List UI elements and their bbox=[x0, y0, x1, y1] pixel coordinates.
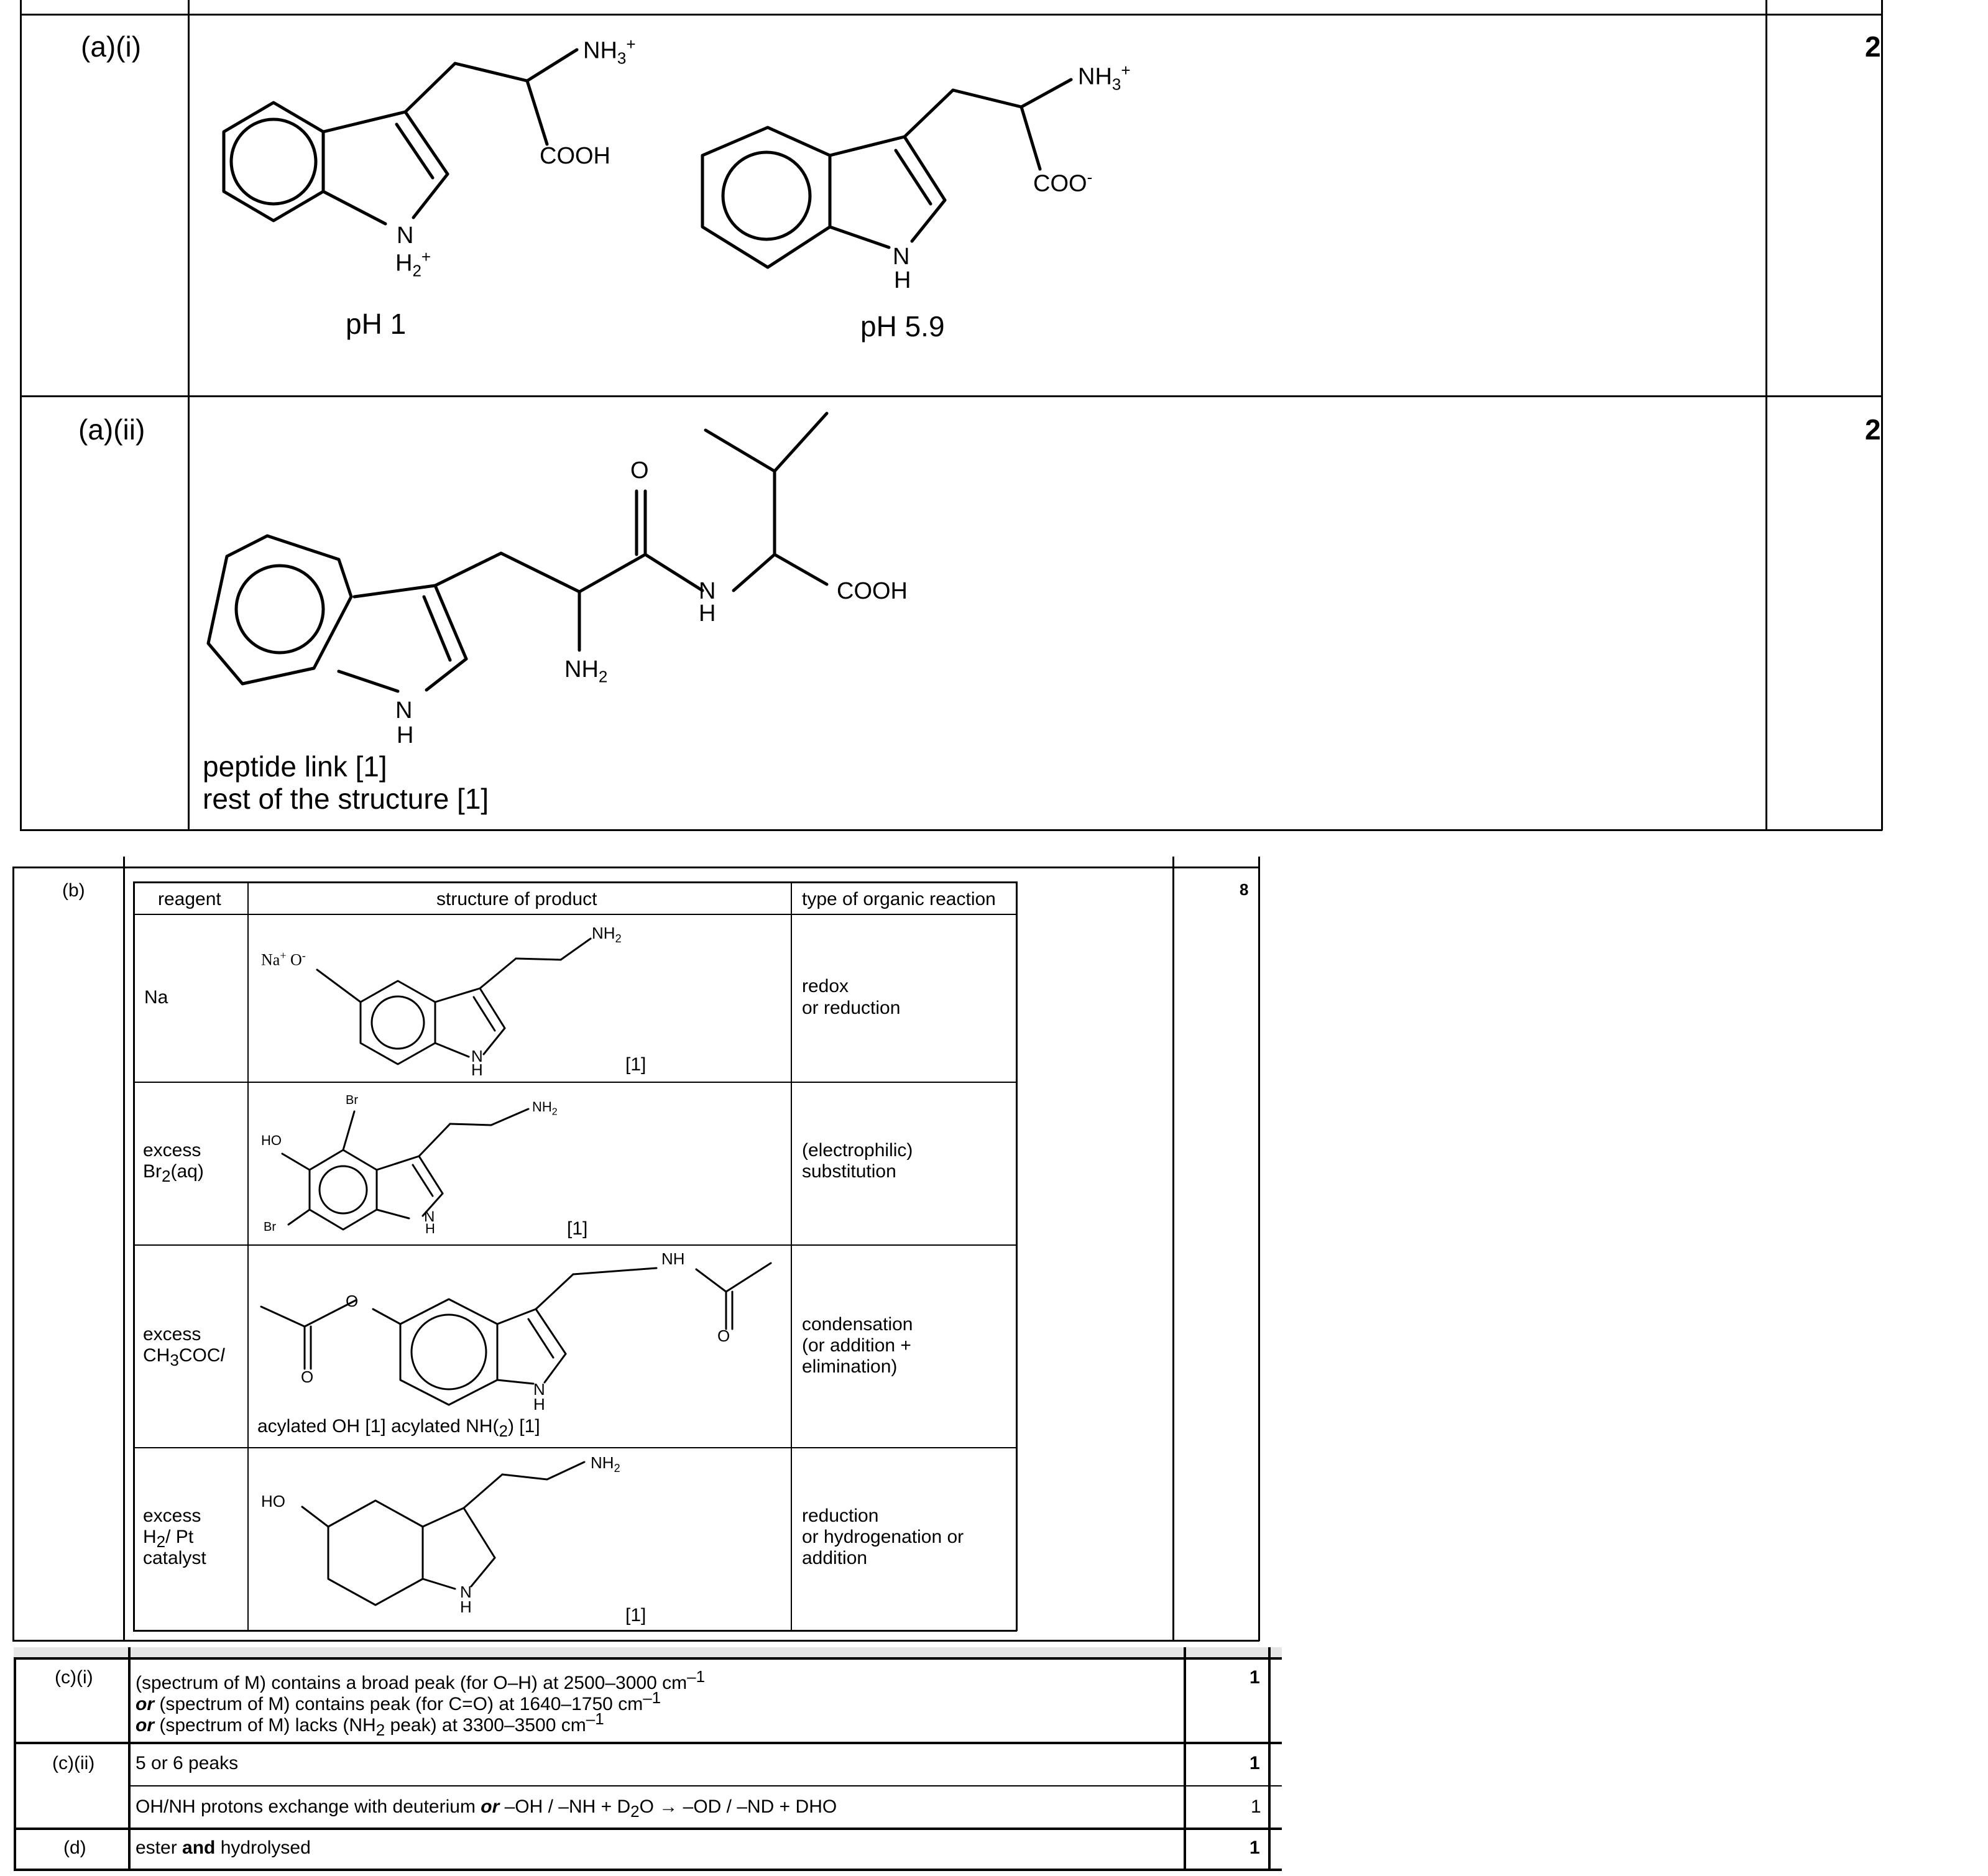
ring-nh2-label: $H_2^+$ bbox=[395, 247, 431, 280]
dipeptide-structure bbox=[199, 404, 945, 752]
amine-label: $NH_2$ bbox=[564, 656, 608, 686]
answer-line: OH/NH protons exchange with deuterium or $-OH / -NH + D_2O \to -OD / -ND$ + DHO bbox=[136, 1796, 837, 1821]
reagent-cell: catalyst bbox=[143, 1548, 206, 1568]
table-border bbox=[12, 867, 1259, 868]
ring-h-label: H bbox=[894, 267, 911, 293]
inner-border bbox=[133, 1244, 1017, 1246]
ring-n-label: N bbox=[893, 244, 910, 270]
column-header: structure of product bbox=[436, 889, 597, 909]
amine-label: $NH_2$ bbox=[592, 924, 622, 945]
row-mark: 8 bbox=[1240, 880, 1249, 899]
table-border bbox=[14, 1828, 1282, 1830]
row-label: (a)(ii) bbox=[78, 413, 145, 446]
answer-line: (spectrum of M) contains a broad peak (for O–H) at 2500–3000 $cm^{-1}$ bbox=[136, 1667, 706, 1693]
reaction-type: reduction bbox=[802, 1506, 879, 1526]
inner-border bbox=[133, 914, 1017, 915]
mark-note: [1] bbox=[625, 1054, 647, 1075]
mark-note: peptide link [1] bbox=[203, 750, 387, 783]
table-border bbox=[20, 14, 1882, 16]
reagent-cell: $CH_3COCl$ bbox=[143, 1345, 225, 1369]
table-border bbox=[1881, 0, 1883, 830]
row-mark: 1 bbox=[1251, 1796, 1261, 1817]
ph1-caption: pH 1 bbox=[346, 308, 407, 340]
sodium-phenoxide-product bbox=[336, 926, 647, 1075]
inner-border bbox=[133, 881, 1017, 883]
table-border bbox=[128, 1647, 131, 1871]
reaction-type: or hydrogenation or bbox=[802, 1527, 964, 1547]
table-border bbox=[14, 1869, 1282, 1871]
bromine-label: Br bbox=[346, 1093, 358, 1107]
row-mark: 1 bbox=[1249, 1837, 1260, 1858]
answer-line: 5 or 6 peaks bbox=[136, 1753, 239, 1773]
reaction-type: substitution bbox=[802, 1161, 896, 1182]
ring-h-label: H bbox=[397, 722, 414, 748]
table-border bbox=[20, 395, 1882, 397]
ester-o-label: O bbox=[346, 1292, 359, 1310]
amide-nh-label: NH bbox=[661, 1249, 685, 1268]
reaction-type: elimination) bbox=[802, 1356, 898, 1377]
reaction-type: addition bbox=[802, 1548, 868, 1568]
ring-n-label: N bbox=[395, 697, 413, 724]
ammonium-label: $NH_3^+$ bbox=[1078, 61, 1131, 94]
ammonium-label: $NH_3^+$ bbox=[583, 35, 636, 68]
reaction-type: redox bbox=[802, 976, 849, 996]
ring-h-label: H bbox=[533, 1395, 545, 1414]
ring-n-label: N bbox=[471, 1047, 483, 1065]
column-header: type of organic reaction bbox=[802, 889, 996, 909]
ph59-caption: pH 5.9 bbox=[860, 310, 945, 343]
row-mark: 1 bbox=[1249, 1753, 1260, 1773]
table-border bbox=[1268, 1647, 1271, 1871]
mark-note: rest of the structure [1] bbox=[203, 783, 489, 815]
hydroxyl-label: HO bbox=[261, 1133, 282, 1148]
inner-border bbox=[1016, 881, 1018, 1631]
table-border bbox=[20, 829, 1882, 831]
row-label: (d) bbox=[63, 1837, 86, 1858]
amine-label: $NH_2$ bbox=[532, 1099, 558, 1118]
table-border bbox=[14, 1657, 1282, 1660]
row-label: (b) bbox=[62, 880, 85, 901]
ring-n-label: N bbox=[397, 223, 414, 249]
carboxylate-label: COO- bbox=[1033, 168, 1093, 197]
ring-h-label: H bbox=[460, 1598, 472, 1616]
table-border bbox=[1184, 1647, 1186, 1871]
reagent-cell: $Br_2(aq)$ bbox=[143, 1161, 204, 1185]
cooh-label: COOH bbox=[540, 143, 610, 169]
table-border bbox=[1172, 857, 1174, 1641]
ring-n-label: N bbox=[424, 1208, 435, 1225]
diacetyl-product bbox=[249, 1249, 783, 1430]
reaction-type: (electrophilic) bbox=[802, 1140, 913, 1161]
row-label: (a)(i) bbox=[81, 30, 142, 63]
reaction-type: or reduction bbox=[802, 998, 901, 1018]
answer-line: ester and hydrolysed bbox=[136, 1837, 311, 1858]
ring-h-label: H bbox=[471, 1060, 483, 1079]
row-mark: 2 bbox=[1865, 30, 1881, 63]
inner-border bbox=[791, 881, 792, 1631]
table-border bbox=[1765, 0, 1767, 830]
table-border bbox=[188, 0, 190, 830]
header-strip bbox=[14, 1647, 1282, 1657]
carbonyl-o-label: O bbox=[630, 458, 649, 484]
mark-note: [1] bbox=[567, 1218, 588, 1239]
mark-note: acylated OH [1] acylated $NH(_2)$ [1] bbox=[257, 1416, 540, 1440]
row-mark: 2 bbox=[1865, 413, 1881, 446]
ring-n-label: N bbox=[460, 1583, 472, 1601]
table-border bbox=[12, 867, 14, 1641]
inner-border bbox=[133, 881, 135, 1631]
table-border bbox=[14, 1657, 16, 1871]
amide-h-label: H bbox=[699, 600, 716, 627]
inner-border bbox=[133, 1082, 1017, 1083]
reagent-cell: excess bbox=[143, 1506, 201, 1526]
tryptophan-ph1-structure bbox=[199, 31, 696, 354]
table-border bbox=[131, 1785, 1282, 1786]
row-mark: 1 bbox=[1249, 1667, 1260, 1688]
sodium-label: Na+ O- bbox=[261, 949, 306, 969]
table-border bbox=[1258, 857, 1260, 1641]
carbonyl-o-label: O bbox=[301, 1368, 314, 1386]
mark-note: [1] bbox=[625, 1605, 647, 1625]
table-border bbox=[14, 1742, 1282, 1744]
column-header: reagent bbox=[158, 889, 221, 909]
row-label: (c)(i) bbox=[55, 1667, 93, 1688]
reagent-cell: Na bbox=[144, 987, 168, 1008]
amide-n-label: N bbox=[699, 578, 716, 604]
inner-border bbox=[133, 1447, 1017, 1448]
table-border bbox=[20, 0, 22, 830]
reaction-type: condensation bbox=[802, 1314, 913, 1335]
ring-h-label: H bbox=[425, 1221, 435, 1236]
answer-line: or (spectrum of M) contains peak (for C=O) at 1640–1750 $cm^{-1}$ bbox=[136, 1688, 661, 1714]
table-border bbox=[12, 1640, 1259, 1642]
bromine-label: Br bbox=[264, 1220, 276, 1234]
reagent-cell: $H_2/$ Pt bbox=[143, 1527, 194, 1551]
inner-border bbox=[133, 1630, 1017, 1632]
reaction-type: (or addition + bbox=[802, 1335, 911, 1356]
amine-label: $NH_2$ bbox=[591, 1453, 620, 1475]
table-border bbox=[123, 857, 125, 1641]
carbonyl-o-label: O bbox=[717, 1327, 730, 1345]
reagent-cell: excess bbox=[143, 1140, 201, 1161]
ring-n-label: N bbox=[533, 1380, 545, 1399]
hydroxyl-label: HO bbox=[261, 1492, 285, 1510]
cooh-label: COOH bbox=[837, 578, 908, 604]
reagent-cell: excess bbox=[143, 1324, 201, 1345]
answer-line: or (spectrum of M) lacks ($NH_2$ peak) at 3300–3500 $cm^{-1}$ bbox=[136, 1709, 604, 1739]
row-label: (c)(ii) bbox=[52, 1753, 95, 1773]
